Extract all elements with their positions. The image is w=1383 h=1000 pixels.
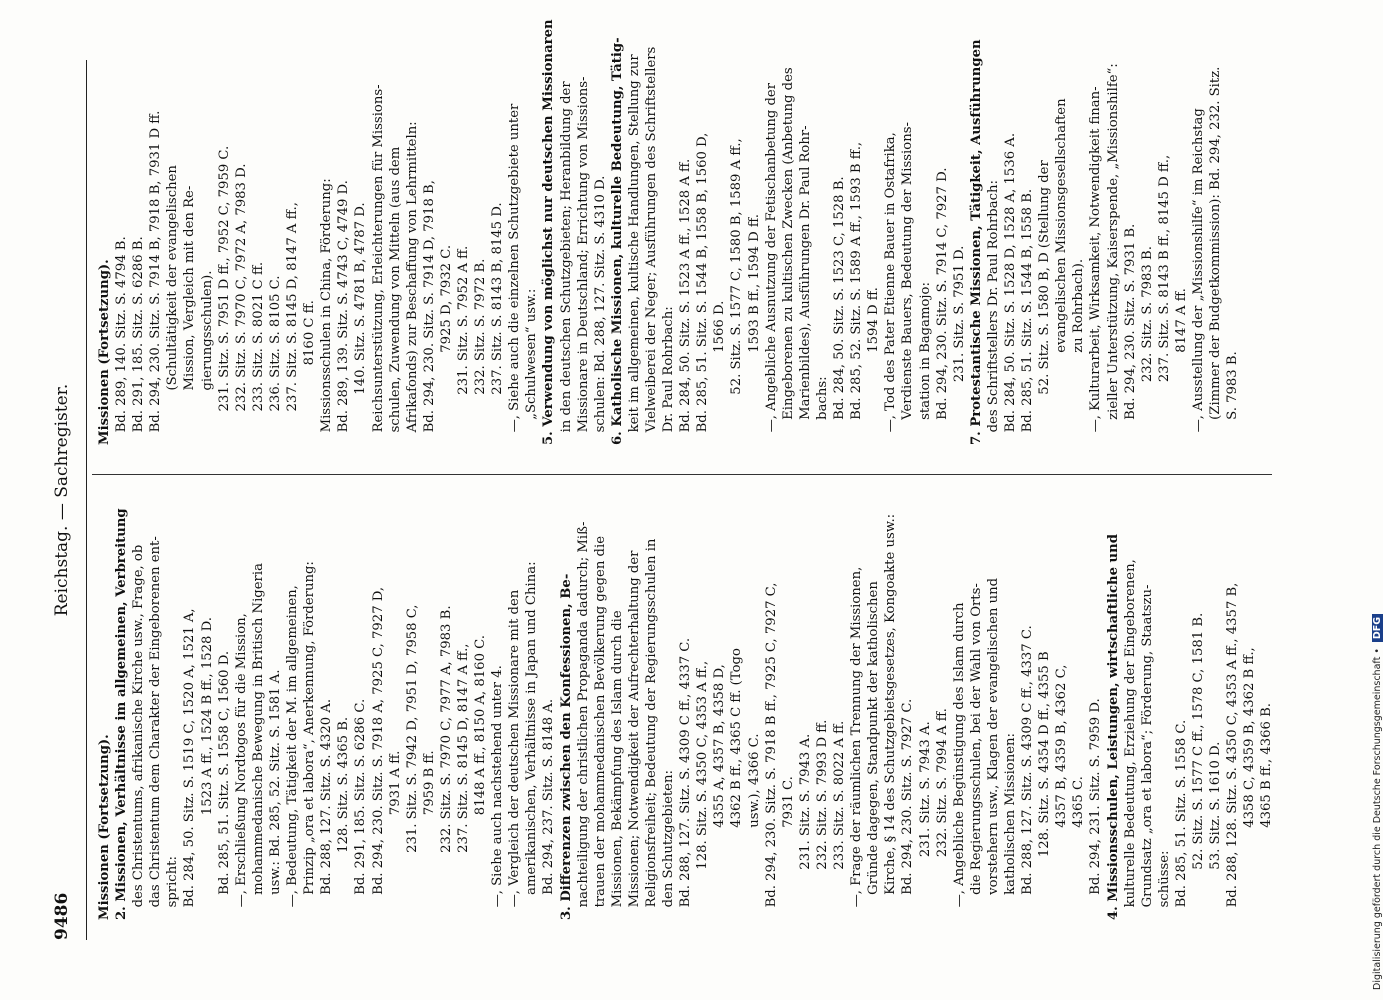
index-line: in den deutschen Schutzgebieten; Heranbildung der <box>558 81 574 445</box>
index-line: nachteiligung der christlichen Propaganda dadurch; Miß- <box>575 521 591 920</box>
index-line: 232. Sitz. S. 7970 C, 7977 A, 7983 B. <box>438 605 454 920</box>
index-line: 140. Sitz. S. 4781 B, 4787 D. <box>353 202 369 445</box>
index-line: 237. Sitz. S. 8145 D, 8147 A ff., <box>285 202 301 445</box>
index-line: —, Erschließung Nordtogos für die Mission, <box>233 613 249 920</box>
index-line: 128. Sitz. S. 4350 C, 4353 A ff., <box>695 660 711 920</box>
index-line: 52. Sitz. S. 1580 B, D (Stellung der <box>1037 160 1053 445</box>
index-line: keit im allgemeinen, kultische Handlungen, Stellung zur <box>626 54 642 445</box>
index-line: Bd. 294, 237. Sitz. S. 8148 A. <box>541 698 557 920</box>
index-line: 232. Sitz. S. 7993 D ff. <box>814 719 830 920</box>
index-line: Bd. 284, 50. Sitz. S. 1523 C, 1528 B. <box>832 176 848 445</box>
index-line: Religionsfreiheit; Bedeutung der Regierungsschulen in <box>644 538 659 920</box>
index-line: bachs: <box>814 376 830 445</box>
index-line: das Christentum dem Charakter der Eingeborenen ent- <box>148 536 164 920</box>
index-line: Bd. 285, 51. Sitz. S. 1558 C. <box>1173 719 1189 920</box>
index-line: kulturelle Bedeutung, Erziehung der Eingeborenen, <box>1122 559 1138 920</box>
index-line: 237. Sitz. S. 8143 B, 8145 D. <box>490 202 506 445</box>
index-line: usw.), 4366 C. <box>746 733 762 920</box>
index-line: 8148 A ff., 8150 A, 8160 C. <box>473 635 489 920</box>
index-line: —, Angebliche Ausnutzung der Fetischanbetung der <box>763 82 779 445</box>
index-line: Bd. 285, 51. Sitz. S. 1544 B, 1558 B, 1560 D, <box>695 132 711 445</box>
index-line: Verdienste Bauers, Bedeutung der Missions- <box>900 122 916 445</box>
index-line: mohammedanische Bewegung in Britisch Nigeria <box>250 563 266 920</box>
index-line: Grundsatz „ora et labora“; Förderung, Staatszu- <box>1139 584 1155 920</box>
index-line: —, Frage der räumlichen Trennung der Missionen, <box>849 566 865 920</box>
index-line: Eingeborenen zu kultischen Zwecken (Anbetung des <box>780 67 796 445</box>
index-line: Bd. 288, 127. Sitz. S. 4309 C ff., 4337 C. <box>678 637 694 920</box>
index-line: 237. Sitz. S. 8145 D, 8147 A ff., <box>455 643 471 920</box>
index-line: —, Tod des Pater Etienne Bauer in Ostafrika, <box>883 132 899 445</box>
index-line: 1523 A ff., 1524 B ff., 1528 D. <box>199 617 215 920</box>
index-line: 8147 A ff. <box>1173 288 1189 445</box>
index-line: 232. Sitz. S. 7994 A ff. <box>934 708 950 920</box>
index-line: evangelischen Missionsgesellschaften <box>1054 98 1070 445</box>
index-line: Bd. 288, 127. Sitz. S. 4320 A. <box>319 698 335 920</box>
index-line: 233. Sitz. S. 8021 C ff. <box>250 261 266 445</box>
index-line: des Christentums, afrikanische Kirche usw., Frage, ob <box>131 544 147 920</box>
index-line: 232. Sitz. S. 7983 B. <box>1139 246 1155 445</box>
index-line: 52. Sitz. S. 1577 C ff., 1578 C, 1581 B. <box>1191 612 1206 920</box>
index-line: 237. Sitz. S. 8143 B ff., 8145 D ff., <box>1156 154 1172 445</box>
index-line: 4358 C, 4359 B, 4362 B ff., <box>1242 647 1258 920</box>
index-line: 231. Sitz. S. 7952 A ff. <box>455 245 471 445</box>
index-line: Bd. 284, 50. Sitz. S. 1528 D, 1528 A, 1536 A. <box>1002 132 1018 445</box>
index-line: des Schriftstellers Dr. Paul Rohrbach: <box>985 180 1001 445</box>
index-line: Bd. 288, 127. Sitz. S. 4309 C ff., 4337 C. <box>1020 625 1036 920</box>
index-line: Bd. 294, 230. Sitz. S. 7914 B, 7918 B, 7931 D ff. <box>148 110 164 445</box>
index-line: Bd. 294, 231. Sitz. S. 7959 D. <box>1088 698 1104 920</box>
index-line: —, Vergleich der deutschen Missionare mit den <box>507 589 523 920</box>
index-line: Bd. 284, 50. Sitz. S. 1523 A ff., 1528 A ff. <box>678 158 694 445</box>
index-line: 4. Missionsschulen, Leistungen, wirtschaftliche und <box>1105 534 1121 920</box>
index-line: zieller Unterstützung, Kaiserspende, „Missionshilfe“: <box>1105 63 1121 445</box>
index-line: schulen, Zuwendung von Mitteln (aus dem <box>387 146 403 445</box>
index-line: Afrikafonds) zur Beschaffung von Lehrmitteln: <box>404 121 420 445</box>
index-line: 231. Sitz. S. 7951 D. <box>951 245 967 445</box>
index-line: Vielweiberei der Neger; Ausführungen des Schriftstellers <box>644 46 659 445</box>
index-line: 4355 A, 4357 B, 4358 D, <box>712 664 728 920</box>
index-line: den Schutzgebieten: <box>661 770 677 920</box>
digitization-text: Digitalisierung gefördert durch die Deutsche Forschungsgemeinschaft • <box>1372 648 1383 990</box>
dfg-logo: DFG <box>1372 614 1383 642</box>
index-line: 4362 B ff., 4365 C ff. (Togo <box>729 648 745 920</box>
index-line: (Zimmer der Budgetkommission): Bd. 294, 232. Sitz. <box>1208 66 1224 445</box>
index-line: 231. Sitz. S. 7942 D, 7951 D, 7958 C, <box>404 604 420 920</box>
index-line: (Schultätigkeit der evangelischen <box>165 165 181 445</box>
index-line: Missionsschulen in China, Förderung: <box>319 178 335 445</box>
index-line: Bd. 289, 139. Sitz. S. 4743 C, 4749 D. <box>336 180 352 445</box>
index-line: 3. Differenzen zwischen den Konfessionen, Be- <box>558 573 574 920</box>
page-number: 9486 <box>52 892 72 940</box>
index-line: —, Bedeutung, Tätigkeit der M. im allgemeinen, <box>285 585 301 920</box>
index-line: Missionen (Fortsetzung). <box>97 734 112 920</box>
index-line: Bd. 294, 230. Sitz. S. 7931 B. <box>1122 223 1138 445</box>
index-line: —, Siehe auch nachstehend unter 4. <box>490 665 506 920</box>
index-line: spricht: <box>165 856 181 920</box>
index-line: trauen der mohammedanischen Bevölkerung gegen die <box>592 536 608 920</box>
index-line: —, Kulturarbeit, Wirksamkeit, Notwendigkeit finan- <box>1088 86 1104 445</box>
index-line: 4357 B, 4359 B, 4362 C, <box>1054 664 1070 920</box>
index-line: 128. Sitz. S. 4365 B. <box>336 716 352 920</box>
index-line: 233. Sitz. S. 8022 A ff. <box>832 720 848 920</box>
index-line: Bd. 291, 185. Sitz. S. 6286 C. <box>353 698 369 920</box>
index-line: Bd. 285, 51. Sitz. S. 1558 C, 1560 D. <box>216 650 232 920</box>
index-line: 236. Sitz. S. 8105 C. <box>267 275 283 445</box>
index-line: 6. Katholische Missionen, kulturelle Bedeutung, Tätig- <box>609 37 625 445</box>
index-line: 7959 B ff. <box>421 750 437 920</box>
index-line: Missionare in Deutschland; Errichtung von Missions- <box>575 76 591 445</box>
index-line: usw.: Bd. 285, 52. Sitz. S. 1581 A. <box>267 669 283 920</box>
index-line: 231. Sitz. S. 7943 A. <box>797 733 813 920</box>
index-line: 232. Sitz. S. 7972 B. <box>473 258 489 445</box>
page-header <box>52 60 78 940</box>
index-line: 1593 B ff., 1594 D ff. <box>746 214 762 445</box>
index-line: Bd. 294, 230. Sitz. S. 7914 D, 7918 B, <box>421 180 437 445</box>
index-line: 7925 D, 7932 C. <box>438 244 454 445</box>
index-line: vorstehern usw., Klagen der evangelischen und <box>985 577 1001 920</box>
index-line: Gründe dagegen, Standpunkt der katholischen <box>866 581 882 920</box>
index-line: Missionen, Bekämpfung des Islam durch die <box>609 610 625 920</box>
index-line: 2. Missionen, Verhältnisse im allgemeinen, Verbreitung <box>114 508 130 920</box>
index-line: Bd. 294, 230. Sitz. S. 7927 C. <box>900 698 916 920</box>
index-line: 5. Verwendung von möglichst nur deutschen Missionaren <box>541 19 557 445</box>
index-line: Bd. 285, 51. Sitz. S. 1544 B, 1558 B. <box>1020 188 1036 445</box>
index-line: Mission, Vergleich mit den Re- <box>182 185 198 445</box>
digitization-note <box>1372 10 1383 990</box>
index-line: —, Siehe auch die einzelnen Schutzgebiete unter <box>507 103 523 445</box>
index-line: zu Rohrbach). <box>1071 258 1087 445</box>
index-line: Bd. 294, 230. Sitz. S. 7914 C, 7927 D. <box>934 167 950 445</box>
index-line: —, Ausstellung der „Missionshilfe“ im Reichstag <box>1191 108 1206 445</box>
index-line: 4365 B ff., 4366 B. <box>1259 703 1275 920</box>
index-line: 1594 D ff. <box>866 287 882 445</box>
index-line: Bd. 294, 230. Sitz. S. 7918 A, 7925 C, 7927 D, <box>370 586 386 920</box>
index-line: 53. Sitz. S. 1610 D. <box>1208 741 1224 920</box>
index-line: Marienbildes), Ausführungen Dr. Paul Rohr- <box>797 125 813 445</box>
index-line: station in Bagamojo: <box>917 282 933 445</box>
index-line: Bd. 291, 185. Sitz. S. 6286 B. <box>131 236 147 445</box>
index-line: katholischen Missionen: <box>1002 733 1018 920</box>
index-line: Bd. 288, 128. Sitz. S. 4350 C, 4353 A ff., 4357 B, <box>1225 582 1241 920</box>
index-line: Kirche, § 14 des Schutzgebietsgesetzes, Kongoakte usw.: <box>883 513 899 920</box>
index-line: schulen: Bd. 288, 127. Sitz. S. 4310 D. <box>592 175 608 445</box>
index-line: Prinzip „ora et labora“, Anerkennung, Förderung: <box>302 561 318 920</box>
page-title: Reichstag. — Sachregister. <box>52 383 72 617</box>
index-line: Dr. Paul Rohrbach: <box>661 306 677 445</box>
index-line: Missionen (Fortsetzung). <box>97 259 112 445</box>
index-line: Missionen; Notwendigkeit der Aufrechterhaltung der <box>626 550 642 920</box>
index-line: Bd. 289, 140. Sitz. S. 4794 B. <box>114 236 130 445</box>
index-line: 128. Sitz. S. 4354 D ff., 4355 B <box>1037 651 1053 920</box>
index-line: 7931 A ff. <box>387 750 403 920</box>
header-rule <box>86 60 87 940</box>
right-column <box>96 15 1241 445</box>
index-line: 231. Sitz. S. 7951 D ff., 7952 C, 7959 C. <box>216 145 232 445</box>
index-line: 7931 C. <box>780 776 796 920</box>
index-line: „Schulwesen“ usw.: <box>524 288 540 445</box>
index-line: 1566 D. <box>712 300 728 445</box>
column-separator <box>92 474 1272 475</box>
index-line: —, Angebliche Begünstigung des Islam durch <box>951 602 967 920</box>
index-line: 231. Sitz. S. 7943 A. <box>917 721 933 920</box>
index-line: 4365 C. <box>1071 776 1087 920</box>
index-line: Bd. 285, 52. Sitz. S. 1589 A ff., 1593 B ff., <box>849 141 865 445</box>
index-line: Bd. 294, 230. Sitz. S. 7918 B ff., 7925 C, 7927 C, <box>763 582 779 920</box>
index-line: amerikanischen, Verhältnisse in Japan und China: <box>524 561 540 920</box>
index-line: 52. Sitz. S. 1577 C, 1580 B, 1589 A ff., <box>729 138 745 445</box>
left-column <box>96 490 1275 920</box>
index-line: schüsse: <box>1156 850 1172 920</box>
index-line: gierungsschulen). <box>199 270 215 445</box>
index-line: Reichsunterstützung, Erleichterungen für Missions- <box>370 84 386 445</box>
index-line: 8160 C ff. <box>302 300 318 445</box>
index-line: 7. Protestantische Missionen, Tätigkeit, Ausführungen <box>968 39 984 445</box>
index-line: die Regierungsschulen, bei der Wahl von Orts- <box>968 583 984 920</box>
index-line: S. 7983 B. <box>1225 351 1241 445</box>
index-line: Bd. 284, 50. Sitz. S. 1519 C, 1520 A, 1521 A, <box>182 608 198 920</box>
index-line: 232. Sitz. S. 7970 C, 7972 A, 7983 D. <box>233 163 249 445</box>
